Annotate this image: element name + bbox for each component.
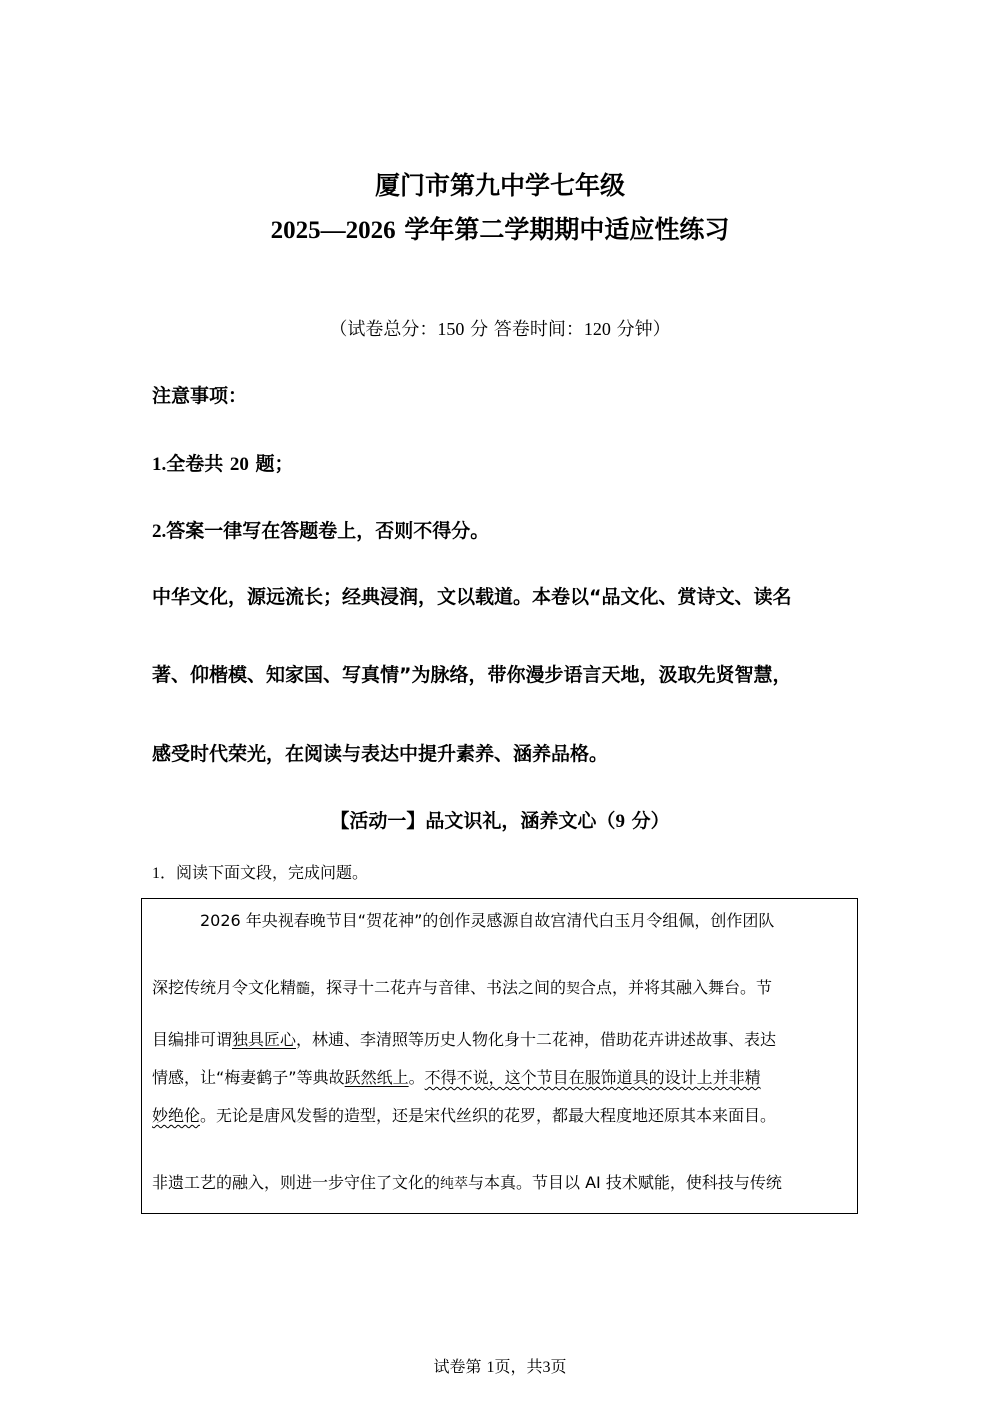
passage-line-3: [152, 1028, 776, 1052]
pinyin-target-sui: 髓: [296, 981, 311, 997]
notice-item-1-text-b: 题；: [255, 453, 294, 475]
section-heading-b: 分）: [631, 810, 670, 832]
footer-text-c: 页: [550, 1357, 567, 1376]
intro-line-1: 中华文化，源远流长；经典浸润，文以载道。本卷以“品文化、赏诗文、读名: [152, 586, 792, 608]
passage-line-2-a: 深挖传统月令文化精: [152, 978, 297, 997]
passage-line-6-a: 非遗工艺的融入，则进一步守住了文化的: [152, 1173, 441, 1192]
passage-line-3-c: ，林逋、李清照等历史人物化身十二花神，借助花卉讲述故事、表达: [296, 1030, 777, 1049]
footer-text-a: 试卷第: [433, 1357, 487, 1376]
footer-total-pages: 3: [542, 1359, 551, 1376]
intro-line-2: 著、仰楷模、知家国、写真情”为脉络，带你漫步语言天地，汲取先贤智慧，: [152, 664, 792, 686]
notice-item-2: [152, 517, 489, 546]
passage-line-2: [152, 976, 772, 1001]
section-heading-a: 【活动一】品文识礼，涵养文心（: [330, 810, 616, 832]
notice-item-2-text: 答案一律写在答题卷上，否则不得分。: [166, 520, 490, 542]
section-gap: [625, 810, 632, 832]
question-text: ．阅读下面文段，完成问题。: [160, 863, 369, 882]
exam-title-rest: 学年第二学期期中适应性练习: [404, 215, 730, 244]
passage-line-4: [152, 1066, 761, 1090]
passage-line-3-a: 目编排可谓: [152, 1030, 233, 1049]
page-footer: [0, 1355, 1000, 1380]
underlined-idiom-dujujiangxin: 独具匠心: [232, 1030, 297, 1049]
intro-line-3: 感受时代荣光，在阅读与表达中提升素养、涵养品格。: [152, 743, 609, 765]
score-total: 150: [437, 319, 465, 339]
section-points: 9: [615, 811, 625, 832]
notice-item-1-text-a: 全卷共: [166, 453, 224, 475]
notice-item-2-number: 2.: [152, 521, 167, 542]
underlined-idiom-yueranzhishang: 跃然纸上: [344, 1068, 409, 1087]
notice-item-1-space-b: [249, 453, 256, 475]
score-prefix: （试卷总分：: [329, 319, 438, 340]
school-title: 厦门市第九中学七年级: [374, 171, 625, 200]
section-heading: [0, 807, 1000, 836]
year-dash: —: [320, 217, 346, 244]
question-1: [152, 861, 368, 886]
notice-item-1-count: 20: [229, 454, 249, 475]
year-start: 2025: [270, 217, 321, 244]
passage-line-4-c: 。: [408, 1068, 425, 1087]
year-end: 2026: [345, 217, 396, 244]
passage-line-2-e: 合点，并将其融入舞台。节: [580, 978, 773, 997]
passage-line-6-c: 与本真。节目以 AI 技术赋能，使科技与传统: [468, 1173, 782, 1192]
notice-item-1-number: 1.: [152, 454, 167, 475]
passage-line-4-a: 情感，让“梅妻鹤子”等典故: [152, 1068, 345, 1087]
score-mid-text: 分 答卷时间：: [470, 319, 584, 340]
exam-title: [0, 212, 1000, 249]
notice-item-1-space: [223, 453, 230, 475]
passage-line-6: [152, 1171, 782, 1196]
passage-line-5-b: 。无论是唐风发髻的造型，还是宋代丝织的花罗，都最大程度地还原其本来面目。: [200, 1106, 777, 1125]
passage-box: [141, 898, 858, 1214]
wavy-sentence-part-2: 妙绝伦: [152, 1106, 201, 1125]
time-total: 120: [583, 319, 611, 339]
score-info: [0, 316, 1000, 343]
notice-heading: 注意事项：: [152, 385, 248, 407]
passage-line-5: [152, 1104, 776, 1128]
typo-target-chuncui: 纯萃: [440, 1176, 469, 1192]
pinyin-target-qi: 契: [566, 981, 581, 997]
wavy-sentence-part-1: 不得不说，这个节目在服饰道具的设计上并非精: [424, 1068, 761, 1087]
footer-text-b: 页，共: [494, 1357, 543, 1376]
footer-page-number: 1: [486, 1359, 495, 1376]
score-suffix: 分钟）: [616, 319, 671, 340]
passage-line-2-c: ，探寻十二花卉与音律、书法之间的: [310, 978, 567, 997]
notice-item-1: [152, 450, 294, 479]
passage-line-1: 2026 年央视春晚节目“贺花神”的创作灵感源自故宫清代白玉月令组佩，创作团队: [200, 911, 775, 930]
question-number: 1: [152, 865, 160, 882]
